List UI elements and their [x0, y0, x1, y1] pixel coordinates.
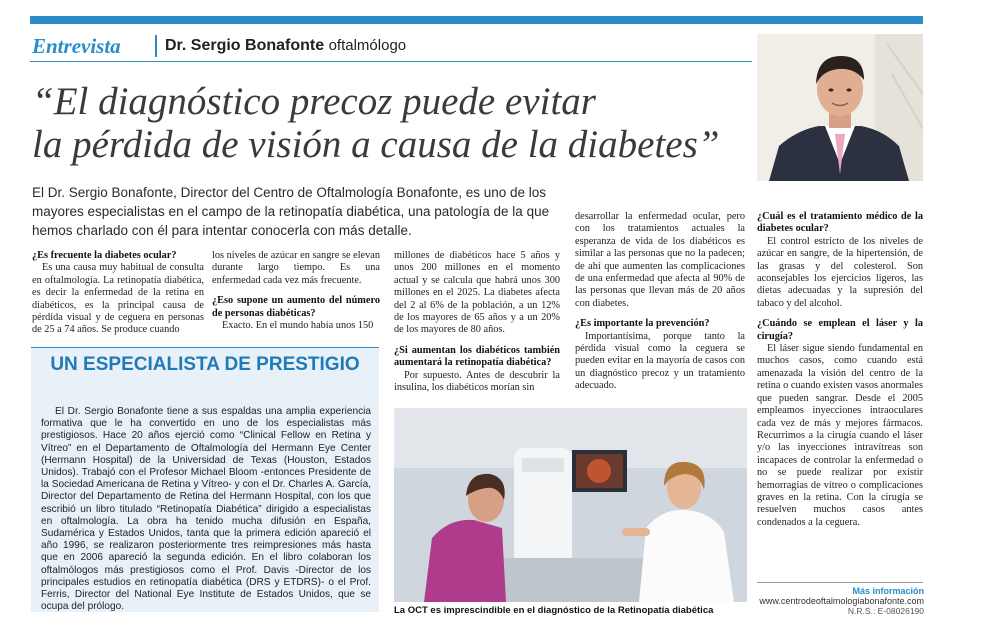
- answer-4: Importantísima, porque tanto la pérdida visual como la ceguera se pueden evitar en la mayoría de casos con un diagnóstico precoz y un tratamiento adecuado.: [575, 330, 745, 392]
- more-info-rule: [757, 582, 923, 583]
- question-1: ¿Es frecuente la diabetes ocular?: [32, 250, 177, 261]
- more-info-url: www.centrodeoftalmologiabonafonte.com: [759, 596, 924, 606]
- interviewee-name: Dr. Sergio Bonafonte: [165, 37, 325, 54]
- top-accent-bar: [30, 16, 923, 24]
- sidebar-box-body: El Dr. Sergio Bonafonte tiene a sus espaldas una amplia experiencia formativa que le ha convertido en uno de los especialistas más prestigiosos. Hace 20 años ejerció como “Clinical Fellow en Retina y Vítreo” en el Departamento de Oftalmología del Hermann Eye Center (Hermann Hospital) de la Universidad de Texas (Houston, Estados Unidos). Trabajó con el Profesor Michael Bloom -entonces Presidente de la Sociedad Americana de Retina y Vítreo- y con el Dr. Charles A. García, Director del Departamento de Retina del Hermann Hospital, con los que escribió un libro titulado “Retinopatía Diabética” dirigido a especialistas en oftalmología. La obra ha tenido mucha difusión en España, Sudamérica y Estados Unidos, tanta que la primera edición apareció el año 1996, se realizaron posteriormente tres reimpresiones más hasta que en 2006 apareció la segunda edición. En el libro colaboran los oftalmólogos más prestigiosos como el Prof. Davis -Director de los principales estudios en retinopatía diabética (DRS y ETDRS)- o el Prof. Ferris, Director del National Eye Institute de Estados Unidos, que se ocupa del prólogo.: [41, 406, 371, 613]
- registry-number: N.R.S.: E-08026190: [847, 606, 924, 616]
- answer-2-part-2: millones de diabéticos hace 5 años y unos 200 millones en el momento actual y se calcula que habrá unos 300 millones en el 2025. La diabetes afecta del 2 al 6% de la población, a un 12% de los mayores de 65 años y a un 20% de los mayores de 80 años.: [394, 250, 560, 336]
- answer-1-part-2: los niveles de azúcar en sangre se elevan durante largo tiempo. Es una enfermedad cada vez más frecuente.: [212, 250, 380, 286]
- question-2: ¿Eso supone un aumento del número de personas diabéticas?: [212, 295, 380, 319]
- section-kicker: Entrevista: [32, 34, 121, 58]
- oct-exam-photo: [394, 408, 747, 602]
- more-info-block: [759, 586, 924, 616]
- answer-5: El control estricto de los niveles de azúcar en sangre, de la hipertensión, de las grasas y del colesterol. Son aconsejables los ejercicios ligeros, las dietas adecuadas y la supresión del tabaco y del alcohol.: [757, 235, 923, 309]
- answer-3-part-1: Por supuesto. Antes de descubrir la insulina, los diabéticos morían sin: [394, 369, 560, 394]
- portrait-illustration: [757, 34, 923, 181]
- answer-6: El láser sigue siendo fundamental en muchos casos, como cuando está amenazada la visión del centro de la retina o cuando existen vasos anormales que pueden sangrar. Desde el 2005 empleamos inyecciones intraoculares cada vez de más y mejores fármacos. Recurrimos a la cirugía cuando el láser y/o las inyecciones intravítreas son incapaces de controlar la enfermedad o no se puede realizar por existir hemorragias de vítreo o complicaciones graves en la retina. Con la cirugía se resuelven muchos casos antes condenados a la ceguera.: [757, 343, 923, 528]
- question-3: ¿Si aumentan los diabéticos también aumentará la retinopatía diabética?: [394, 344, 560, 369]
- answer-1-part-1: Es una causa muy habitual de consulta en oftalmología. La retinopatía diabética, es decir la enfermedad de la retina en diabéticos, es la principal causa de pérdida visual y de ceguera en personas de 25 a 74 años. Se produce cuando: [32, 262, 204, 336]
- answer-3-part-2: desarrollar la enfermedad ocular, pero con los tratamientos actuales la esperanza de vida de los diabéticos es similar a las personas que no la padecen; de ahí que aumenten las complicaciones de una enfermedad que afecta al 90% de las personas que llevan más de 20 años con diabetes.: [575, 211, 745, 309]
- lead-paragraph: El Dr. Sergio Bonafonte, Director del Centro de Oftalmología Bonafonte, es uno de los mayores especialistas en el campo de la retinopatía diabética, una patología de la que hemos charlado con él para intentar conocerla con más detalle.: [32, 185, 550, 238]
- page-title: [32, 80, 752, 166]
- header-rule: [30, 61, 752, 62]
- article-column-3: [394, 250, 560, 394]
- article-column-1: [32, 250, 204, 337]
- article-column-2: [212, 250, 380, 332]
- interviewee-byline: [165, 37, 406, 55]
- article-column-5: [757, 211, 923, 529]
- question-4: ¿Es importante la prevención?: [575, 318, 710, 330]
- portrait-photo: [757, 34, 923, 181]
- oct-exam-illustration: [394, 408, 747, 602]
- specialist-sidebar-box: [31, 347, 379, 612]
- question-6: ¿Cuándo se emplean el láser y la cirugía?: [757, 318, 923, 342]
- more-info-title: Más información: [852, 586, 924, 596]
- kicker-divider: [155, 35, 157, 57]
- answer-2-part-1: Exacto. En el mundo había unos 150: [222, 320, 374, 332]
- photo-caption: La OCT es imprescindible en el diagnóstico de la Retinopatía diabética: [394, 605, 714, 616]
- article-column-4: [575, 211, 745, 393]
- sidebar-box-title: UN ESPECIALISTA DE PRESTIGIO: [50, 354, 360, 375]
- headline-line-2: la pérdida de visión a causa de la diabetes”: [32, 123, 720, 166]
- question-5: ¿Cuál es el tratamiento médico de la diabetes ocular?: [757, 211, 923, 235]
- headline-line-1: “El diagnóstico precoz puede evitar: [32, 80, 596, 123]
- interviewee-profession: oftalmólogo: [328, 37, 407, 54]
